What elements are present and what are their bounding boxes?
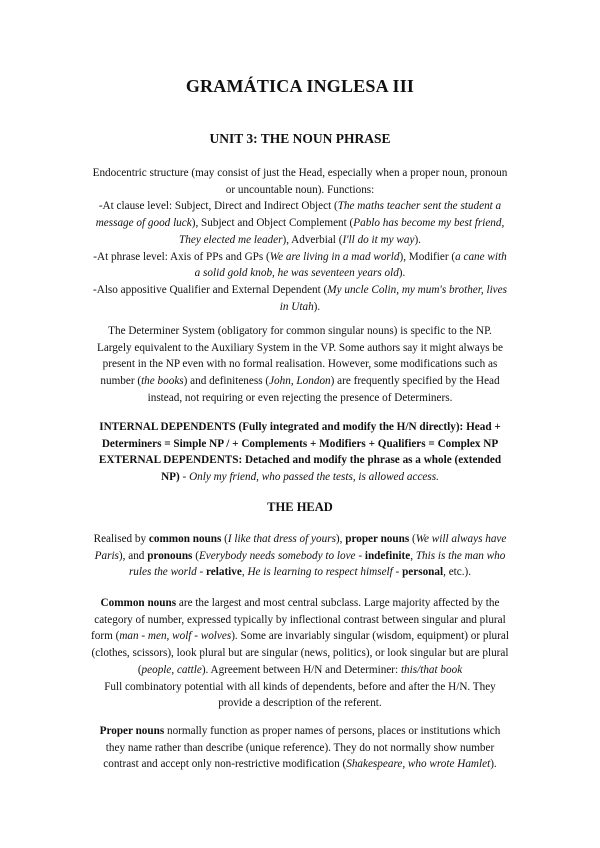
bold-text: Proper nouns (99, 725, 165, 737)
text-line (72, 756, 528, 773)
text-line (72, 282, 528, 299)
example-text: The maths teacher sent the student a (337, 200, 502, 213)
text-line (72, 165, 528, 182)
example-text: Everybody needs somebody to love (198, 549, 356, 562)
text-span: Realised by (93, 533, 149, 545)
text-line (72, 740, 528, 757)
text-span: - (392, 566, 403, 579)
text-line (72, 249, 528, 266)
text-span: contrast and accept only non-restrictive modification ( (103, 758, 347, 771)
text-line (72, 373, 528, 390)
example-text: We are living in a mad world (269, 250, 400, 263)
text-line (72, 564, 528, 581)
example-text: in Utah (279, 300, 314, 313)
text-span: ), (335, 533, 346, 545)
text-span: - (196, 566, 207, 579)
example-text: This is the man who (415, 549, 506, 562)
text-span: normally function as proper names of persons, places or institutions which (164, 725, 501, 737)
example-text: They elected me leader (179, 233, 283, 246)
example-text: We will always have (415, 533, 507, 545)
text-span: - (179, 471, 190, 484)
text-span: ( (192, 549, 199, 562)
text-span: ( (137, 663, 142, 676)
common-nouns-paragraph (72, 595, 528, 712)
example-text: Paris (94, 549, 119, 562)
bold-text: NP) (161, 471, 180, 484)
text-span: ), Adverbial ( (282, 233, 343, 246)
example-text: people, cattle (141, 663, 202, 676)
text-line (72, 323, 528, 340)
text-span: (clothes, scissors), look plural but are singular (news, politics), or look singular but are plural (91, 647, 509, 660)
text-line (72, 452, 528, 469)
text-line (72, 548, 528, 565)
text-span: ( (409, 533, 416, 545)
text-line (72, 695, 528, 712)
example-text: He is learning to respect himself (247, 566, 393, 579)
text-line (72, 356, 528, 373)
text-span: ), Subject and Object Complement ( (191, 217, 354, 230)
example-text: message of good luck (95, 217, 192, 230)
text-span: -At phrase level: Axis of PPs and GPs ( (93, 250, 270, 263)
text-span: ) are frequently specified by the Head (330, 375, 500, 388)
head-realisation-paragraph (72, 531, 528, 581)
bold-text: EXTERNAL DEPENDENTS: Detached and modify the phrase as a whole (extended (98, 454, 502, 467)
text-line (72, 232, 528, 249)
example-text: I like that dress of yours (227, 533, 336, 545)
text-span: The Determiner System (obligatory for common singular nouns) is specific to the NP. (108, 325, 492, 337)
text-span: Full combinatory potential with all kinds of dependents, before and after the H/N. They (104, 680, 496, 693)
text-line (72, 198, 528, 215)
dependents-paragraph (72, 419, 528, 486)
text-span: ) and definiteness ( (183, 375, 270, 388)
proper-nouns-paragraph (72, 723, 528, 773)
text-line (72, 419, 528, 436)
text-span: ), and (118, 549, 148, 562)
text-span: category of number, expressed typically by inflectional contrast between singular and plural (94, 613, 506, 626)
text-span: they name rather than describe (unique reference). They do not normally show number (105, 741, 495, 754)
example-text: man - men, wolf - wolves (119, 630, 232, 643)
bold-text: indefinite (364, 549, 411, 562)
text-span: ). Agreement between H/N and Determiner: (201, 663, 401, 676)
text-span: present in the NP even with no formal realisation. However, some modifications such as (102, 358, 498, 371)
example-text: I'll do it my way (342, 233, 415, 246)
head-section-title: THE HEAD (267, 500, 333, 514)
example-text: Only my friend, who passed the tests, is allowed access. (189, 471, 439, 484)
text-line (72, 436, 528, 453)
example-text: Shakespeare, who wrote Hamlet (346, 758, 491, 771)
text-line (72, 645, 528, 662)
text-line (72, 299, 528, 316)
text-line (72, 182, 528, 199)
text-line (72, 390, 528, 407)
text-span: ), Modifier ( (399, 250, 456, 263)
text-line (72, 595, 528, 612)
text-span: are the largest and most central subclass. Large majority affected by the (176, 597, 500, 609)
text-span: ). (398, 267, 406, 280)
bold-text: INTERNAL DEPENDENTS (Fully integrated and modify the H/N directly): Head + (99, 421, 501, 433)
text-line (72, 679, 528, 696)
text-span: provide a description of the referent. (218, 697, 382, 710)
text-line (72, 612, 528, 629)
bold-text: Determiners = Simple NP / + Complements + Modifiers + Qualifiers = Complex NP (101, 437, 499, 450)
bold-text: common nouns (148, 533, 222, 545)
text-span: or uncountable noun). Functions: (225, 183, 375, 196)
text-span: Endocentric structure (may consist of just the Head, especially when a proper noun, pronoun (92, 167, 508, 179)
text-line (72, 469, 528, 486)
text-line (72, 662, 528, 679)
text-line (72, 723, 528, 740)
text-span: , (241, 566, 248, 579)
text-span: ). (313, 300, 321, 313)
determiner-system-paragraph (72, 323, 528, 407)
text-span: -At clause level: Subject, Direct and Indirect Object ( (98, 200, 338, 213)
example-text: a cane with (455, 250, 507, 263)
example-text: John, London (269, 375, 331, 388)
text-span: ). (490, 758, 497, 771)
text-span: number ( (100, 375, 142, 388)
functions-paragraph (72, 165, 528, 315)
text-span: -Also appositive Qualifier and External Dependent ( (93, 283, 328, 296)
text-span: Largely equivalent to the Auxiliary System in the VP. Some authors say it might always be (96, 341, 503, 354)
example-text: a solid gold knob, he was seventeen years old (194, 267, 399, 280)
bold-text: proper nouns (345, 533, 410, 545)
example-text: Pablo has become my best friend, (353, 217, 505, 230)
bold-text: Common nouns (100, 597, 177, 609)
text-line (72, 215, 528, 232)
text-span: ( (221, 533, 228, 545)
unit-title: UNIT 3: THE NOUN PHRASE (209, 131, 391, 146)
text-span: , etc.). (443, 566, 472, 579)
example-text: rules the world (128, 566, 197, 579)
text-line (72, 628, 528, 645)
document-title: GRAMÁTICA INGLESA III (185, 76, 415, 96)
example-text: this/that book (400, 663, 463, 676)
text-line (72, 265, 528, 282)
bold-text: relative (206, 566, 242, 579)
text-span: - (355, 549, 365, 562)
text-span: , (410, 549, 416, 562)
text-span: instead, not requiring or even rejecting the presence of Determiners. (147, 391, 453, 404)
text-line (72, 340, 528, 357)
text-span: ). (414, 233, 421, 246)
bold-text: pronouns (147, 549, 193, 562)
text-line (72, 531, 528, 548)
example-text: My uncle Colin, my mum's brother, lives (327, 283, 507, 296)
example-text: the books (141, 375, 184, 388)
text-span: ). Some are invariably singular (wisdom, equipment) or plural (231, 630, 509, 643)
text-span: form ( (91, 630, 120, 643)
bold-text: personal (402, 566, 444, 579)
